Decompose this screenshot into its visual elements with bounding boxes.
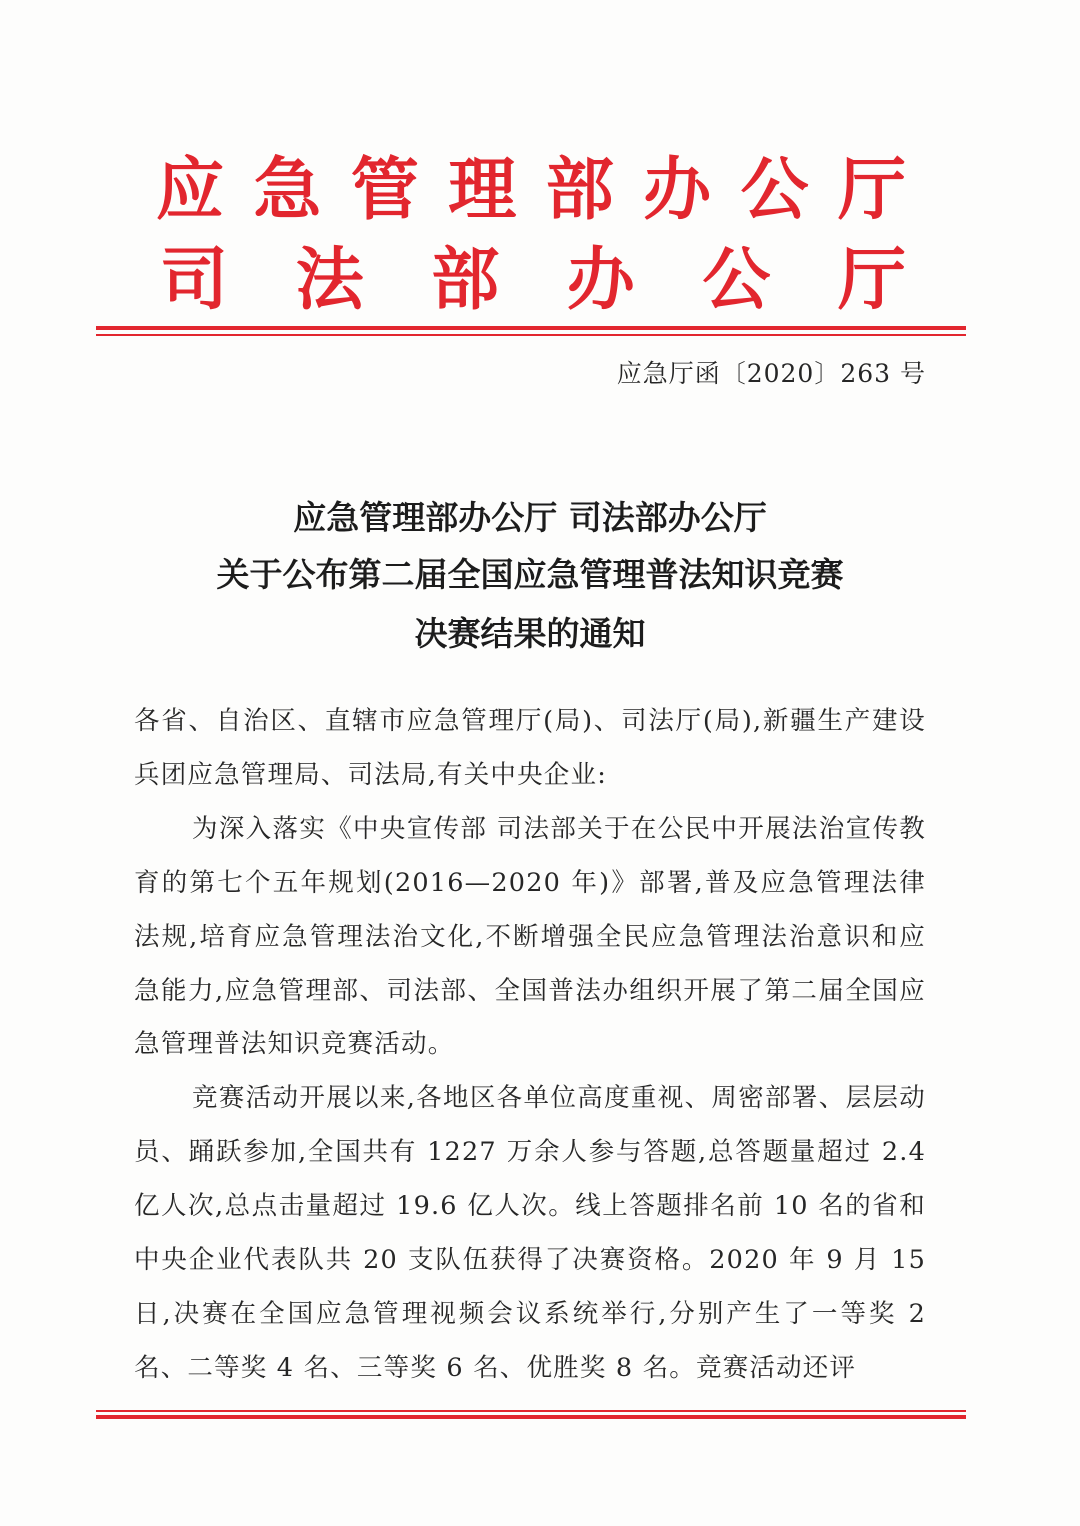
document-title-line-3: 决赛结果的通知 [414, 614, 646, 653]
footer-red-rule-thin [96, 1410, 966, 1412]
document-title-line-2: 关于公布第二届全国应急管理普法知识竞赛 [216, 555, 844, 594]
document-body [134, 695, 926, 1396]
issuing-office-header-2: 司法部办公厅 [160, 240, 906, 320]
body-paragraph-2: 竞赛活动开展以来,各地区各单位高度重视、周密部署、层层动员、踊跃参加,全国共有 1227 万余人参与答题,总答题量超过 2.4 亿人次,总点击量超过 19.6 亿人次。线上答题排名前 10 名的省和中央企业代表队共 20 支队伍获得了决赛资格。2020 年 9 月 15 日,决赛在全国应急管理视频会议系统举行,分别产生了一等奖 2 名、二等奖 4 名、三等奖 6 名、优胜奖 8 名。竞赛活动还评 [134, 1083, 926, 1383]
salutation: 各省、自治区、直辖市应急管理厅(局)、司法厅(局),新疆生产建设兵团应急管理局、司法局,有关中央企业: [134, 706, 926, 790]
document-title-line-1: 应急管理部办公厅 司法部办公厅 [293, 498, 767, 537]
header-red-rule-thick [96, 326, 966, 330]
issuing-office-header-1: 应急管理部办公厅 [156, 150, 906, 230]
document-number: 应急厅函〔2020〕263 号 [616, 359, 926, 388]
header-red-rule-thin [96, 334, 966, 336]
footer-red-rule-thick [96, 1415, 966, 1419]
body-paragraph-1: 为深入落实《中央宣传部 司法部关于在公民中开展法治宣传教育的第七个五年规划(2016—2020 年)》部署,普及应急管理法律法规,培育应急管理法治文化,不断增强全民应急管理法治意识和应急能力,应急管理部、司法部、全国普法办组织开展了第二届全国应急管理普法知识竞赛活动。 [134, 813, 926, 1060]
